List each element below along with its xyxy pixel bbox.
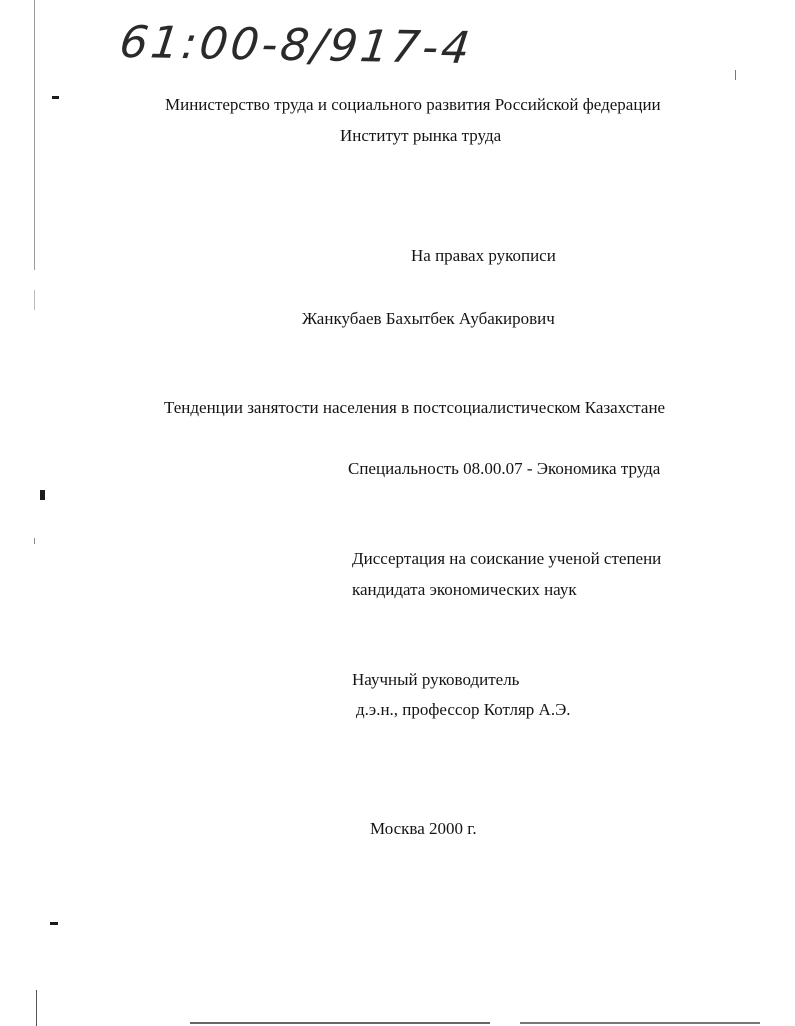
supervisor-name: д.э.н., профессор Котляр А.Э. bbox=[356, 700, 571, 719]
scan-edge-line bbox=[34, 290, 35, 310]
scan-edge-line bbox=[36, 990, 37, 1026]
dissertation-title: Тенденции занятости населения в постсоциалистическом Казахстане bbox=[164, 398, 666, 417]
manuscript-note: На правах рукописи bbox=[411, 246, 556, 265]
scan-dot bbox=[34, 538, 35, 544]
scan-edge-tick bbox=[735, 70, 736, 80]
supervisor-label: Научный руководитель bbox=[352, 670, 520, 689]
scan-edge-line bbox=[34, 0, 35, 270]
scan-bottom-line bbox=[520, 1022, 760, 1024]
scan-dot bbox=[50, 922, 58, 925]
scan-bottom-line bbox=[190, 1022, 490, 1024]
ministry-line: Министерство труда и социального развития Российской федерации bbox=[165, 95, 661, 114]
dissertation-degree-line-2: кандидата экономических наук bbox=[352, 580, 577, 599]
city-year: Москва 2000 г. bbox=[370, 819, 477, 838]
dissertation-degree-line-1: Диссертация на соискание ученой степени bbox=[352, 549, 662, 568]
archive-number-handwritten: 61:00-8/917-4 bbox=[116, 16, 476, 75]
specialty-line: Специальность 08.00.07 - Экономика труда bbox=[348, 459, 661, 478]
author-name: Жанкубаев Бахытбек Аубакирович bbox=[302, 309, 555, 328]
institute-line: Институт рынка труда bbox=[340, 126, 502, 145]
scan-dot bbox=[52, 96, 59, 99]
scan-dot bbox=[40, 490, 45, 500]
